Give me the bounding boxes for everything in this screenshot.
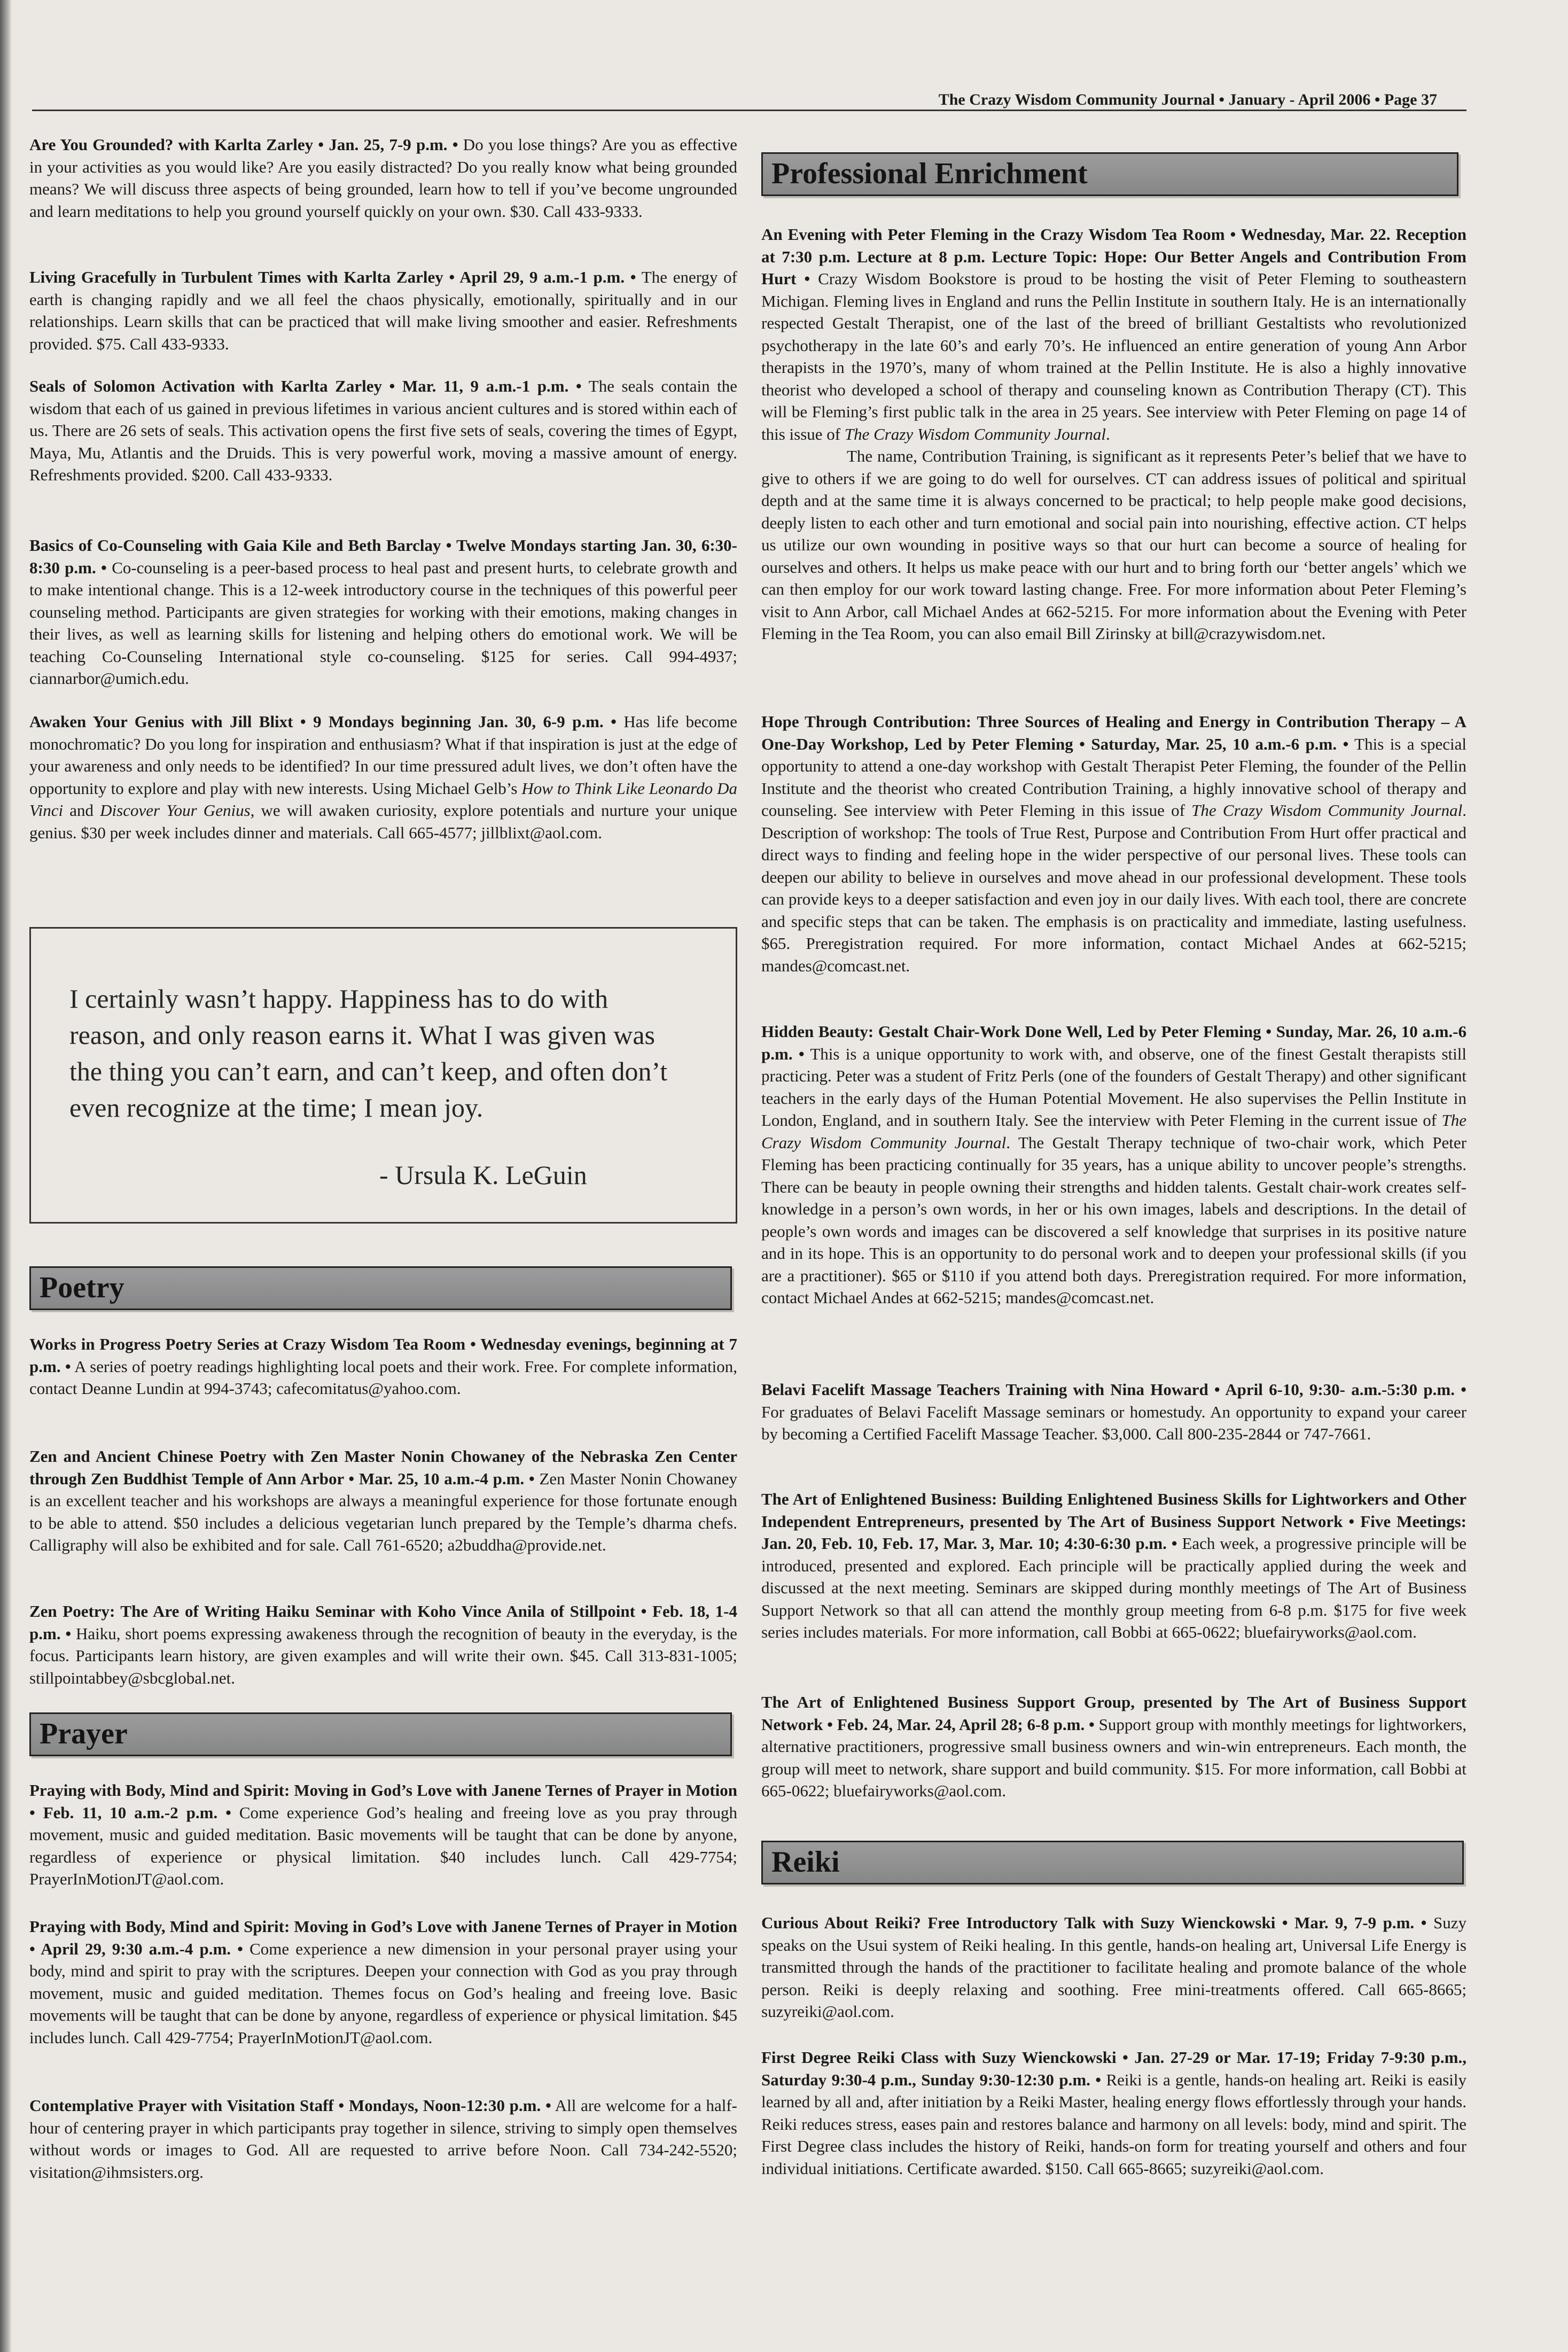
- listing-hope-through-contribution: [761, 711, 1466, 977]
- listing-title: Awaken Your Genius with Jill Blixt • 9 Mondays beginning Jan. 30, 6-9 p.m. •: [29, 712, 617, 731]
- quote-text: I certainly wasn’t happy. Happiness has to do with reason, and only reason earns it. What I was given was the thing you can’t earn, and can’t keep, and often don’t even recognize at the time; I mean joy.: [69, 984, 668, 1123]
- listing-body: Reiki is a gentle, hands-on healing art. Reiki is easily learned by all and, after initiation by a Reiki Master, healing energy flows effortlessly through your hands. Reiki reduces stress, eases pain and restores balance and harmony on all levels: body, mind and spirit. The First Degree class includes the history of Reiki, hands-on form for treating yourself and others and four individual initiations. Certificate awarded. $150. Call 665-8665; suzyreiki@aol.com.: [761, 2070, 1466, 2178]
- listing-body: Do you lose things? Are you as effective in your activities as you would like? Are you easily distracted? Do you really know what being grounded means? We will discuss three aspects of being grounded, learn how to tell if you’ve become ungrounded and learn meditations to help you ground yourself quickly on your own. $30. Call 433-9333.: [29, 135, 737, 221]
- listing-title: Contemplative Prayer with Visitation Staff • Mondays, Noon-12:30 p.m. •: [29, 2096, 551, 2115]
- listing-title: Living Gracefully in Turbulent Times with Karlta Zarley • April 29, 9 a.m.-1 p.m. •: [29, 268, 636, 286]
- listing-title: Belavi Facelift Massage Teachers Training with Nina Howard • April 6-10, 9:30- a.m.-5:30 p.m. •: [761, 1380, 1466, 1399]
- page-edge-shadow: [0, 0, 12, 2352]
- listing-first-degree-reiki: [761, 2046, 1466, 2179]
- listing-body: The energy of earth is changing rapidly and we all feel the chaos physically, emotionally, spiritually and in our relationships. Learn skills that can be practiced that will make living smoother and easier. Refreshments provided. $75. Call 433-9333.: [29, 268, 737, 353]
- listing-living-gracefully: [29, 266, 737, 355]
- quote-author: - Ursula K. LeGuin: [379, 1160, 587, 1190]
- listing-contemplative-prayer: [29, 2094, 737, 2183]
- listing-title: First Degree Reiki Class with Suzy Wienckowski • Jan. 27-29 or Mar. 17-19; Friday 7-9:30 p.m., Saturday 9:30-4 p.m., Sunday 9:30-12:30 p.m. •: [761, 2048, 1466, 2089]
- listing-co-counseling: [29, 534, 737, 690]
- section-heading-prayer: Prayer: [29, 1712, 732, 1756]
- listing-body: Zen Master Nonin Chowaney is an excellent teacher and his workshops are always a meaningful experience for those fortunate enough to be able to attend. $50 includes a delicious vegetarian lunch prepared by the Temple’s dharma chefs. Calligraphy will also be exhibited and for sale. Call 761-6520; a2buddha@provide.net.: [29, 1469, 737, 1554]
- listing-enlightened-business-support: [761, 1691, 1466, 1802]
- listing-title: Praying with Body, Mind and Spirit: Moving in God’s Love with Janene Ternes of Prayer in Motion • Feb. 11, 10 a.m.-2 p.m. •: [29, 1781, 737, 1822]
- header-rule: [32, 110, 1466, 111]
- listing-title: Hope Through Contribution: Three Sources of Healing and Energy in Contribution Therapy – A One-Day Workshop, Led by Peter Fleming • Saturday, Mar. 25, 10 a.m.-6 p.m. •: [761, 712, 1466, 753]
- listing-body: The seals contain the wisdom that each of us gained in previous lifetimes in various ancient cultures and is stored within each of us. There are 26 sets of seals. This activation opens the first five sets of seals, covering the times of Egypt, Maya, Mu, Atlantis and the Druids. This is very powerful work, moving a massive amount of energy. Refreshments provided. $200. Call 433-9333.: [29, 377, 738, 484]
- journal-title: The Crazy Wisdom Community Journal: [1191, 801, 1463, 820]
- running-head: The Crazy Wisdom Community Journal • January - April 2006 • Page 37: [938, 91, 1437, 108]
- listing-title: Basics of Co-Counseling with Gaia Kile and Beth Barclay • Twelve Mondays starting Jan. 30, 6:30-8:30 p.m. •: [29, 536, 737, 577]
- listing-seals-of-solomon: [29, 375, 737, 486]
- listing-body: , we will awaken curiosity, explore potentials and nurture your unique genius. $30 per week includes dinner and materials. Call 665-4577; jillblixt@aol.com.: [29, 801, 737, 842]
- listing-body: Suzy speaks on the Usui system of Reiki healing. In this gentle, hands-on healing art, Universal Life Energy is transmitted through the hands of the practitioner to facilitate healing and promote balance of the whole person. Reiki is deeply relaxing and soothing. Free mini-treatments offered. Call 665-8665; suzyreiki@aol.com.: [761, 1913, 1467, 2021]
- listing-body: Come experience God’s healing and freeing love as you pray through movement, music and guided meditation. Basic movements will be taught that can be done by anyone, regardless of experience or physical limitation. $40 includes lunch. Call 429-7754; PrayerInMotionJT@aol.com.: [29, 1803, 737, 1888]
- section-heading-professional-enrichment: Professional Enrichment: [761, 152, 1458, 196]
- listing-hidden-beauty: [761, 1021, 1466, 1309]
- listing-body: Has life become monochromatic? Do you long for inspiration and enthusiasm? What if that inspiration is just at the edge of your awareness and only needs to be identified? In our time pressured adult lives, we don’t often have the opportunity to explore and play with new interests. Using Michael Gelb’s: [29, 712, 737, 798]
- listing-body: A series of poetry readings highlighting local poets and their work. Free. For complete information, contact Deanne Lundin at 994-3743; cafecomitatus@yahoo.com.: [29, 1357, 738, 1398]
- section-heading-reiki: Reiki: [761, 1841, 1464, 1884]
- listing-title: Praying with Body, Mind and Spirit: Moving in God’s Love with Janene Ternes of Prayer in Motion • April 29, 9:30 a.m.-4 p.m. •: [29, 1917, 737, 1958]
- listing-title: Curious About Reiki? Free Introductory Talk with Suzy Wienckowski • Mar. 9, 7-9 p.m. •: [761, 1913, 1427, 1932]
- listing-curious-about-reiki: [761, 1912, 1466, 2023]
- journal-title: The Crazy Wisdom Community Journal: [844, 424, 1106, 443]
- listing-grounded: [29, 134, 737, 222]
- listing-body: This is a special opportunity to attend a one-day workshop with Gestalt Therapist Peter Fleming, the founder of the Pellin Institute and the theorist who created Contribution Training, a highly innovative school of therapy and counseling. See interview with Peter Fleming in this issue of: [761, 734, 1466, 820]
- listing-body: Each week, a progressive principle will be introduced, presented and explored. Each principle will be practically applied during the week and discussed at the next meeting. Seminars are skipped during monthly meetings of The Art of Business Support Network so that all can attend the monthly group meeting from 6-8 p.m. $175 for five week series includes materials. For more information, call Bobbi at 665-0622; bluefairyworks@aol.com.: [761, 1534, 1466, 1641]
- listing-prayer-motion-april: [29, 1915, 737, 2049]
- listing-body: Come experience a new dimension in your personal prayer using your body, mind and spirit to pray with the scriptures. Deepen your connection with God as you pray through movement, music and guided meditation. Themes focus on God’s healing and freeing love. Basic movements will be taught that can be done by anyone, regardless of experience or physical limitation. $45 includes lunch. Call 429-7754; PrayerInMotionJT@aol.com.: [29, 1939, 737, 2047]
- listing-body: Haiku, short poems expressing awakeness through the recognition of beauty in the everyday, is the focus. Participants learn history, are given examples and will write their own. $45. Call 313-831-1005; stillpointabbey@sbcglobal.net.: [29, 1624, 737, 1687]
- listing-prayer-motion-feb: [29, 1779, 737, 1890]
- section-heading-poetry: Poetry: [29, 1266, 732, 1310]
- listing-title: An Evening with Peter Fleming in the Crazy Wisdom Tea Room • Wednesday, Mar. 22. Reception at 7:30 p.m. Lecture at 8 p.m. Lecture Topic: Hope: Our Better Angels and Contribution From Hurt •: [761, 225, 1466, 288]
- listing-body: . Description of workshop: The tools of True Rest, Purpose and Contribution From Hurt offer practical and direct ways to finding and feeling hope in the wider perspective of our personal lives. These tools can deepen our ability to believe in ourselves and move ahead in our professional development. These tools can provide keys to a deeper satisfaction and even joy in our daily lives. With each tool, there are concrete and specific steps that can be taken. The emphasis is on practicality and immediate, lasting usefulness. $65. Preregistration required. For more information, contact Michael Andes at 662-5215; mandes@comcast.net.: [761, 801, 1466, 975]
- listing-title: The Art of Enlightened Business Support Group, presented by The Art of Business Support Network • Feb. 24, Mar. 24, April 28; 6-8 p.m. •: [761, 1693, 1466, 1734]
- listing-body: Support group with monthly meetings for lightworkers, alternative practitioners, progressive small business owners and win-win entrepreneurs. Each month, the group will meet to network, share support and build community. $15. For more information, call Bobbi at 665-0622; bluefairyworks@aol.com.: [761, 1715, 1466, 1800]
- listing-title: The Art of Enlightened Business: Building Enlightened Business Skills for Lightworkers and Other Independent Entrepreneurs, presented by The Art of Business Support Network • Five Meetings: Jan. 20, Feb. 10, Feb. 17, Mar. 3, Mar. 10; 4:30-6:30 p.m. •: [761, 1490, 1466, 1553]
- listing-body: Co-counseling is a peer-based process to heal past and present hurts, to celebrate growth and to make intentional change. This is a 12-week introductory course in the techniques of this powerful peer counseling method. Participants are given strategies for working with their emotions, making changes in their lives, as well as learning skills for listening and helping others do emotional work. We will be teaching Co-Counseling International style co-counseling. $125 for series. Call 994-4937; ciannarbor@umich.edu.: [29, 558, 737, 688]
- listing-body: . The Gestalt Therapy technique of two-chair work, which Peter Fleming has been practicing continually for 35 years, has a unique ability to uncover people’s strengths. There can be beauty in people owning their strengths and hidden talents. Gestalt chair-work creates self-knowledge in a person’s own words, in her or his own images, labels and descriptions. In the detail of people’s own words and images can be discovered a self knowledge that surprises in its positive nature and in its hope. This is an opportunity to do personal work and to deepen your professional skills (if you are a practitioner). $65 or $110 if you attend both days. Preregistration required. For more information, contact Michael Andes at 662-5215; mandes@comcast.net.: [761, 1133, 1466, 1307]
- listing-zen-haiku: [29, 1600, 737, 1689]
- listing-body: Crazy Wisdom Bookstore is proud to be hosting the visit of Peter Fleming to southeastern Michigan. Fleming lives in England and runs the Pellin Institute in southern Italy. He is an internationally respected Gestalt Therapist, one of the last of the breed of brilliant Gestaltists who revolutionized psychotherapy in the late 60’s and early 70’s. He influenced an entire generation of young Ann Arbor therapists in the 1970’s, many of whom trained at the Pellin Institute. He is also a highly innovative theorist who developed a school of therapy and counseling known as Contribution Therapy (CT). This will be Fleming’s first public talk in the area in 25 years. See interview with Peter Fleming on page 14 of this issue of: [761, 269, 1467, 443]
- journal-title: The Crazy Wisdom Community Journal: [761, 1111, 1466, 1152]
- listing-title: Seals of Solomon Activation with Karlta Zarley • Mar. 11, 9 a.m.-1 p.m. •: [29, 377, 582, 395]
- listing-title: Hidden Beauty: Gestalt Chair-Work Done Well, Led by Peter Fleming • Sunday, Mar. 26, 10 a.m.-6 p.m. •: [761, 1022, 1466, 1063]
- book-title: How to Think Like Leonardo Da Vinci: [29, 778, 738, 820]
- listing-zen-chinese-poetry: [29, 1445, 737, 1556]
- listing-title: Are You Grounded? with Karlta Zarley • Jan. 25, 7-9 p.m. •: [29, 135, 458, 154]
- book-title: Discover Your Genius: [100, 801, 251, 820]
- listing-body: All are welcome for a half-hour of centering prayer in which participants pray together in silence, striving to simply open themselves without words or images to God. All are requested to arrive before Noon. Call 734-242-5520; visitation@ihmsisters.org.: [29, 2096, 737, 2182]
- listing-awaken-genius: [29, 711, 737, 844]
- listing-works-in-progress: [29, 1333, 737, 1400]
- listing-enlightened-business: [761, 1488, 1466, 1644]
- listing-title: Zen and Ancient Chinese Poetry with Zen Master Nonin Chowaney of the Nebraska Zen Center through Zen Buddhist Temple of Ann Arbor • Mar. 25, 10 a.m.-4 p.m. •: [29, 1447, 737, 1488]
- listing-body: .: [1106, 424, 1110, 443]
- listing-body: and: [63, 801, 100, 820]
- listing-title: Works in Progress Poetry Series at Crazy Wisdom Tea Room • Wednesday evenings, beginning at 7 p.m. •: [29, 1335, 737, 1376]
- listing-belavi-facelift: [761, 1379, 1466, 1445]
- listing-paragraph: The name, Contribution Training, is significant as it represents Peter’s belief that we have to give to others if we are going to do well for ourselves. CT can address issues of political and spiritual depth and at the same time it is always concerned to be practical; to help people make good decisions, deeply listen to each other and turn emotional and social pain into nourishing, effective action. CT helps us utilize our own wounding in positive ways so that our hurt can become a source of healing for ourselves and others. It helps us make peace with our hurt and to bring forth our ‘better angels’ which we can then employ for our work toward lasting change. Free. For more information about Peter Fleming’s visit to Ann Arbor, call Michael Andes at 662-5215. For more information about the Evening with Peter Fleming in the Tea Room, you can also email Bill Zirinsky at bill@crazywisdom.net.: [761, 447, 1466, 643]
- listing-body: This is a unique opportunity to work with, and observe, one of the finest Gestalt therapists still practicing. Peter was a student of Fritz Perls (one of the founders of Gestalt Therapy) and other significant teachers in the early days of the Human Potential Movement. He also supervises the Pellin Institute in London, England, and in southern Italy. See the interview with Peter Fleming in the current issue of: [761, 1044, 1466, 1130]
- listing-body: For graduates of Belavi Facelift Massage seminars or homestudy. An opportunity to expand your career by becoming a Certified Facelift Massage Teacher. $3,000. Call 800-235-2844 or 747-7661.: [761, 1402, 1466, 1443]
- listing-evening-peter-fleming: [761, 223, 1466, 645]
- listing-title: Zen Poetry: The Are of Writing Haiku Seminar with Koho Vince Anila of Stillpoint • Feb. 18, 1-4 p.m. •: [29, 1602, 737, 1643]
